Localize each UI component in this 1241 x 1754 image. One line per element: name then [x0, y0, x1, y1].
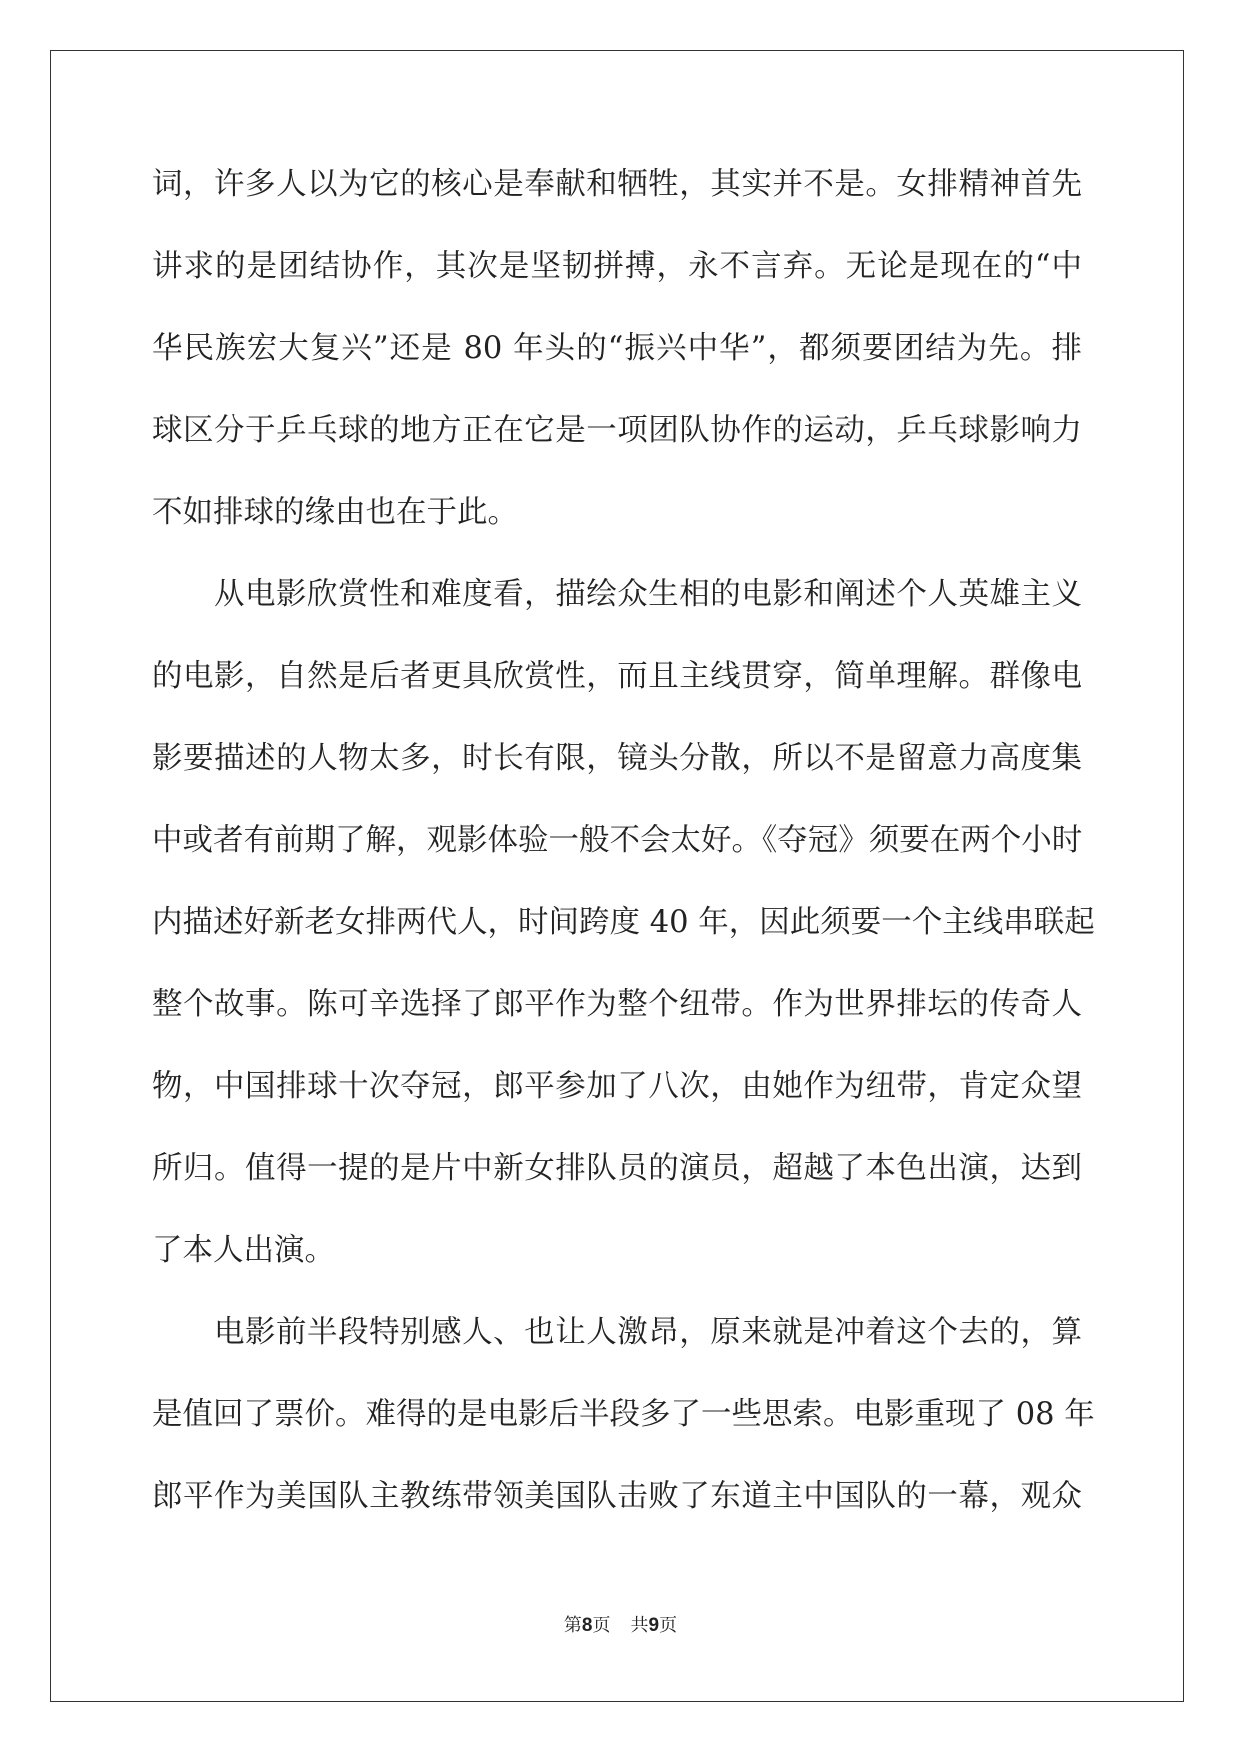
footer-suffix-total: 页	[659, 1615, 678, 1636]
document-body	[152, 158, 1095, 1552]
current-page-number: 8	[581, 1615, 593, 1636]
paragraph-2	[152, 568, 1095, 1306]
text-line: 华民族宏大复兴”还是 80 年头的“振兴中华”，都须要团结为先。排	[152, 331, 1082, 366]
page-footer	[0, 1611, 1241, 1637]
text-line: 了本人出演。	[152, 1233, 335, 1268]
text-line: 整个故事。陈可辛选择了郎平作为整个纽带。作为世界排坛的传奇人	[152, 987, 1082, 1022]
text-line: 郎平作为美国队主教练带领美国队击败了东道主中国队的一幕，观众	[152, 1479, 1082, 1514]
footer-prefix-current: 第	[563, 1615, 582, 1636]
paragraph-3	[152, 1306, 1095, 1552]
text-line: 的电影，自然是后者更具欣赏性，而且主线贯穿，简单理解。群像电	[152, 659, 1082, 694]
text-line: 不如排球的缘由也在于此。	[152, 495, 518, 530]
text-line: 是值回了票价。难得的是电影后半段多了一些思索。电影重现了 08 年	[152, 1397, 1095, 1432]
text-line: 讲求的是团结协作，其次是坚韧拼搏，永不言弃。无论是现在的“中	[152, 249, 1082, 284]
text-line: 词，许多人以为它的核心是奉献和牺牲，其实并不是。女排精神首先	[152, 167, 1082, 202]
text-line: 影要描述的人物太多，时长有限，镜头分散，所以不是留意力高度集	[152, 741, 1082, 776]
total-pages-number: 9	[648, 1615, 660, 1636]
text-line: 电影前半段特别感人、也让人激昂，原来就是冲着这个去的，算	[214, 1315, 1082, 1350]
text-line: 物，中国排球十次夺冠，郎平参加了八次，由她作为纽带，肯定众望	[152, 1069, 1082, 1104]
text-line: 中或者有前期了解，观影体验一般不会太好。《夺冠》须要在两个小时	[152, 823, 1083, 858]
paragraph-1	[152, 158, 1082, 568]
text-line: 内描述好新老女排两代人，时间跨度 40 年，因此须要一个主线串联起	[152, 905, 1095, 940]
footer-suffix-current: 页	[592, 1615, 611, 1636]
text-line: 从电影欣赏性和难度看，描绘众生相的电影和阐述个人英雄主义	[214, 577, 1082, 612]
footer-prefix-total: 共	[630, 1615, 649, 1636]
text-line: 所归。值得一提的是片中新女排队员的演员，超越了本色出演，达到	[152, 1151, 1082, 1186]
text-line: 球区分于乒乓球的地方正在它是一项团队协作的运动，乒乓球影响力	[152, 413, 1082, 448]
